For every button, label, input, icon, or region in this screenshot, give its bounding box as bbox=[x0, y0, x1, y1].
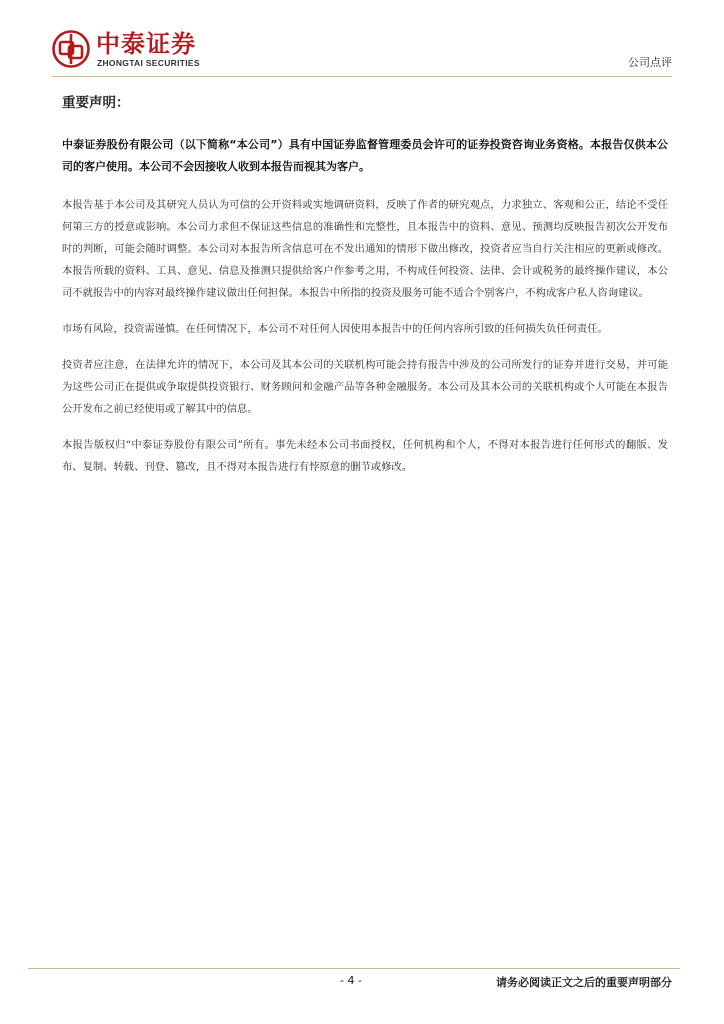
footer-note: 请务必阅读正文之后的重要声明部分 bbox=[496, 976, 672, 989]
qualification-statement: 中泰证券股份有限公司（以下简称“本公司”）具有中国证券监督管理委员会许可的证券投资咨询业务资格。本报告仅供本公司的客户使用。本公司不会因接收人收到本报告而视其为客户。 bbox=[62, 138, 668, 173]
header-divider bbox=[52, 76, 672, 77]
company-logo bbox=[52, 28, 252, 72]
disclaimer-paragraph: 投资者应注意，在法律允许的情况下，本公司及其本公司的关联机构可能会持有报告中涉及的公司所发行的证券并进行交易，并可能为这些公司正在提供或争取提供投资银行、财务顾问和金融产品等各种金融服务。本公司及其本公司的关联机构或个人可能在本报告公开发布之前已经使用或了解其中的信息。 bbox=[62, 359, 668, 415]
disclaimer-paragraph: 本报告基于本公司及其研究人员认为可信的公开资料或实地调研资料，反映了作者的研究观点，力求独立、客观和公正，结论不受任何第三方的授意或影响。本公司力求但不保证这些信息的准确性和完整性，且本报告中的资料、意见、预测均反映报告初次公开发布时的判断，可能会随时调整。本公司对本报告所含信息可在不发出通知的情形下做出修改，投资者应当自行关注相应的更新或修改。本报告所载的资料、工具、意见、信息及推测只提供给客户作参考之用，不构成任何投资、法律、会计或税务的最终操作建议，本公司不就报告中的内容对最终操作建议做出任何担保。本报告中所指的投资及服务可能不适合个别客户，不构成客户私人咨询建议。 bbox=[62, 199, 668, 299]
zhongtai-logo-icon bbox=[52, 30, 90, 68]
disclaimer-paragraph: 本报告版权归“中泰证券股份有限公司”所有。事先未经本公司书面授权，任何机构和个人，不得对本报告进行任何形式的翻版、发布、复制、转载、刊登、篡改，且不得对本报告进行有悖原意的删节或修改。 bbox=[62, 439, 668, 473]
logo-chinese-name: 中泰证券 bbox=[96, 30, 196, 58]
disclaimer-section bbox=[62, 94, 668, 492]
disclaimer-paragraph: 市场有风险，投资需谨慎。在任何情况下，本公司不对任何人因使用本报告中的任何内容所引致的任何损失负任何责任。 bbox=[62, 323, 608, 335]
footer-divider bbox=[28, 968, 680, 969]
document-type: 公司点评 bbox=[628, 56, 672, 69]
page-number: - 4 - bbox=[340, 974, 362, 987]
logo-english-name: ZHONGTAI SECURITIES bbox=[97, 58, 200, 68]
page-header bbox=[52, 28, 672, 76]
disclaimer-title: 重要声明： bbox=[62, 95, 130, 111]
